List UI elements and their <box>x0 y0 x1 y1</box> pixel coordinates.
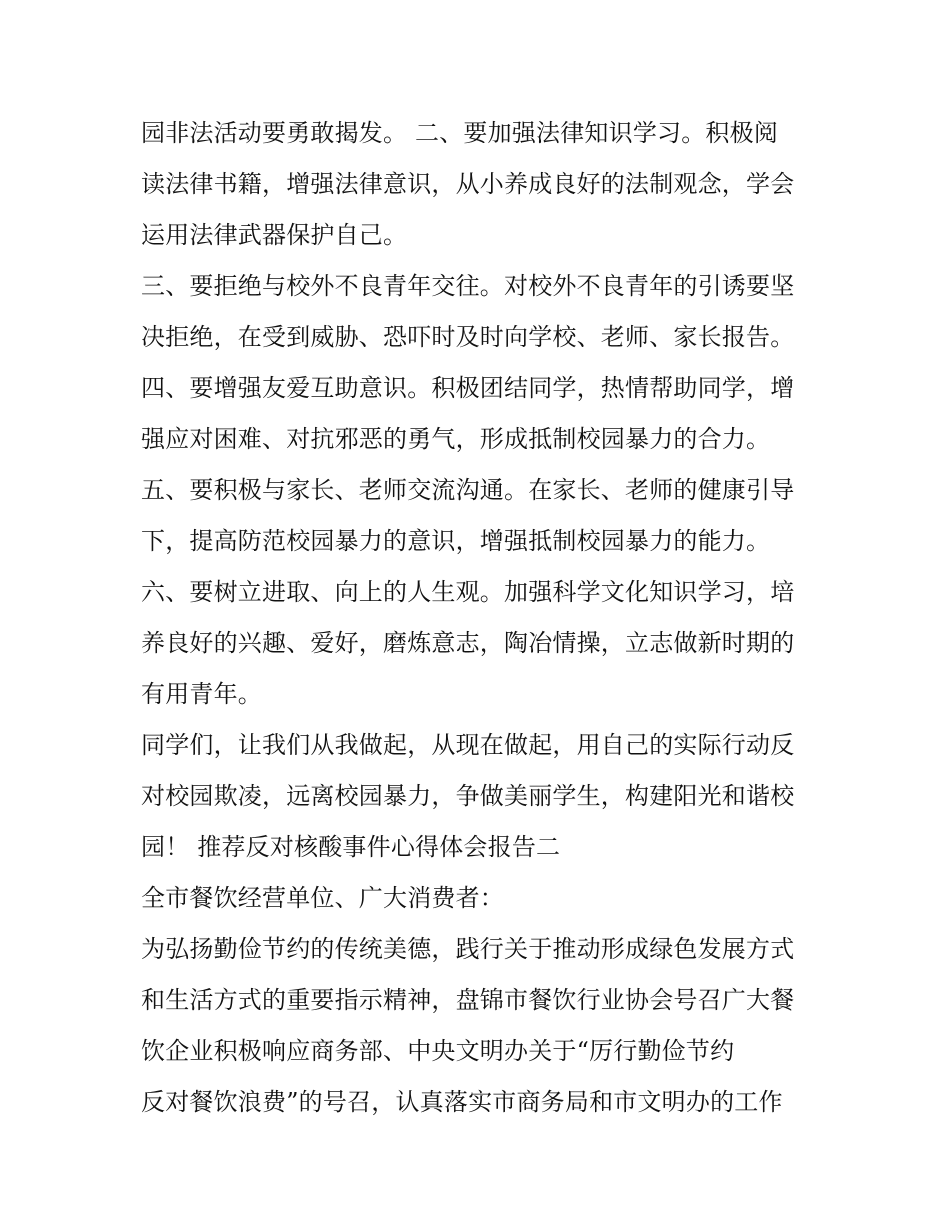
text-line: 和生活方式的重要指示精神，盘锦市餐饮行业协会号召广大餐 <box>141 986 795 1014</box>
text-line: 运用法律武器保护自己。 <box>141 221 408 249</box>
text-line: 下，提高防范校园暴力的意识，增强抵制校园暴力的能力。 <box>141 527 771 555</box>
text-line: 有用青年。 <box>141 680 262 708</box>
text-line: 养良好的兴趣、爱好，磨炼意志，陶冶情操，立志做新时期的 <box>141 629 795 657</box>
text-line: 三、要拒绝与校外不良青年交往。对校外不良青年的引诱要坚 <box>141 272 795 300</box>
text-line: 决拒绝，在受到威胁、恐吓时及时向学校、老师、家长报告。 <box>141 323 795 351</box>
text-line: 全市餐饮经营单位、广大消费者： <box>141 884 504 912</box>
text-line: 饮企业积极响应商务部、中央文明办关于“厉行勤俭节约 <box>141 1037 735 1065</box>
text-line: 六、要树立进取、向上的人生观。加强科学文化知识学习，培 <box>141 578 795 606</box>
text-line: 五、要积极与家长、老师交流沟通。在家长、老师的健康引导 <box>141 476 795 504</box>
text-line: 四、要增强友爱互助意识。积极团结同学，热情帮助同学，增 <box>141 374 795 402</box>
text-line: 园非法活动要勇敢揭发。 二、要加强法律知识学习。积极阅 <box>141 119 779 147</box>
text-line: 为弘扬勤俭节约的传统美德，践行关于推动形成绿色发展方式 <box>141 935 795 963</box>
document-body <box>141 108 821 1128</box>
text-line: 强应对困难、对抗邪恶的勇气，形成抵制校园暴力的合力。 <box>141 425 771 453</box>
text-line: 同学们，让我们从我做起，从现在做起，用自己的实际行动反 <box>141 731 795 759</box>
text-line: 读法律书籍，增强法律意识，从小养成良好的法制观念，学会 <box>141 170 795 198</box>
text-line: 反对餐饮浪费”的号召，认真落实市商务局和市文明办的工作 <box>141 1088 783 1116</box>
text-line: 对校园欺凌，远离校园暴力，争做美丽学生，构建阳光和谐校 <box>141 782 795 810</box>
text-line: 园！ 推荐反对核酸事件心得体会报告二 <box>141 833 561 861</box>
